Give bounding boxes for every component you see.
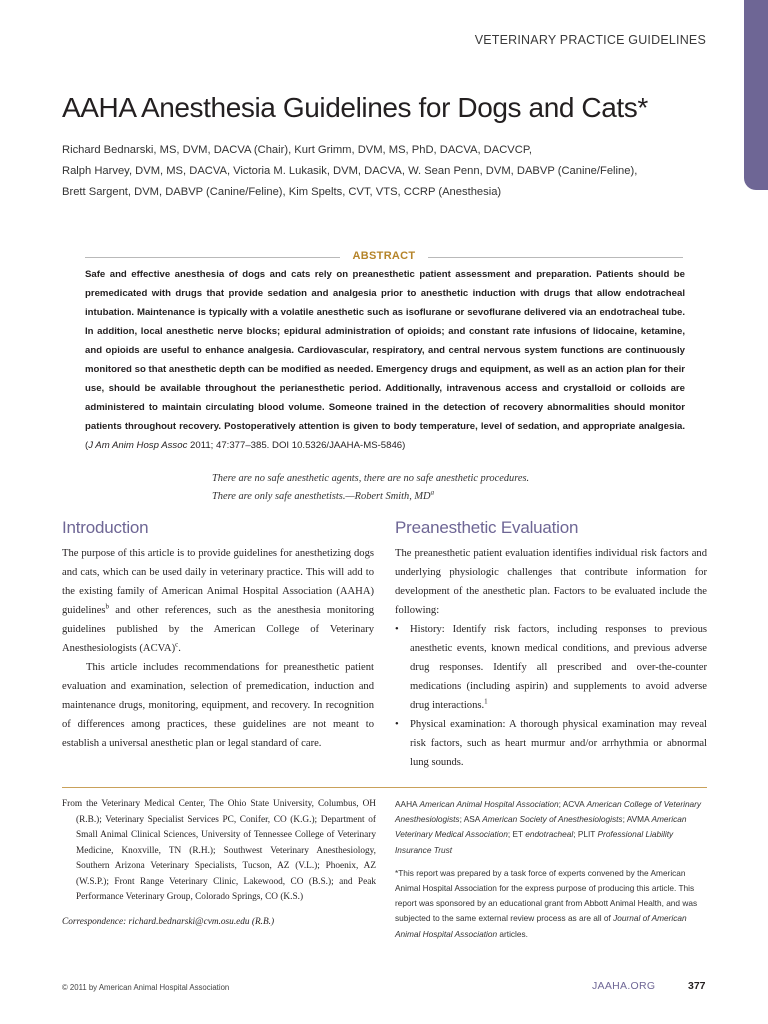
footnote-marker: a xyxy=(430,488,435,497)
affiliation-text: From the Veterinary Medical Center, The Ohio State University, Columbus, OH (R.B.); Veterinary Specialist Services PC, Conifer, CO (K.G.); Department of Small Animal Clinical Sciences, University of Tennessee College of Veterinary Medicine, Knoxville, TN (R.H.); Southwest Veterinary Anesthesiology, Southern Arizona Veterinary Specialists, Tucson, AZ (V.L.); Phoenix, AZ (W.S.P.); Front Range Veterinary Clinic, Lakewood, CO (B.S.); and Peak Performance Veterinary Group, Colorado Springs, CO (K.S.) xyxy=(62,799,376,902)
citation-open: ( xyxy=(85,440,89,451)
list-item xyxy=(395,715,707,772)
abbr-definition: American College of Veterinary Anesthesiologists xyxy=(395,799,702,825)
sponsorship-note xyxy=(395,866,707,942)
abbr-term: AVMA xyxy=(626,814,650,825)
footnote-divider xyxy=(62,787,707,788)
correspondence-text: Correspondence: richard.bednarski@cvm.osu.edu (R.B.) xyxy=(62,916,275,927)
note-text: articles. xyxy=(497,928,528,939)
abstract-rule-right xyxy=(428,257,683,258)
citation-journal: J Am Anim Hosp Assoc xyxy=(88,440,188,451)
introduction-heading: Introduction xyxy=(62,518,149,537)
author-list xyxy=(62,140,702,203)
bullet-icon: • xyxy=(395,624,399,635)
abstract-label: ABSTRACT xyxy=(352,250,416,262)
bullet-icon: • xyxy=(395,719,399,730)
paragraph-text: and other references, such as the anesthesia monitoring guidelines published by the American College of Veterinary Anesthesiologists (ACVA) xyxy=(62,605,374,654)
abbr-term: PLIT xyxy=(577,829,596,840)
preanesthetic-section xyxy=(395,518,707,772)
abbr-term: AAHA xyxy=(395,799,418,809)
abstract-body: Safe and effective anesthesia of dogs and cats rely on preanesthetic patient assessment and preparation. Patients should be premedicated with drugs that provide sedation and analgesia prior to anesthetic induction with drugs that allow endotracheal intubation. Maintenance is typically with a volatile anesthetic such as isoflurane or sevoflurane delivered via an endotracheal tube. In addition, local anesthetic nerve blocks; epidural administration of opioids; and constant rate infusions of lidocaine, ketamine, and opioids are useful to enhance analgesia. Cardiovascular, respiratory, and central nervous system functions are continuously monitored so that anesthetic depth can be modified as needed. Emergency drugs and equipment, as well as an action plan for their use, should be available throughout the perianesthetic period. Additionally, intravenous access and crystalloid or colloids are administered to maintain circulating blood volume. Someone trained in the detection of recovery abnormalities should monitor patients throughout recovery. Postoperatively attention is given to body temperature, level of sedation, and appropriate analgesia. xyxy=(85,269,685,432)
epigraph-line-1: There are no safe anesthetic agents, there are no safe anesthetic procedures. xyxy=(212,473,530,484)
abbr-definition: American Society of Anesthesiologists xyxy=(482,814,623,825)
abbr-definition: endotracheal xyxy=(525,829,574,840)
abbreviation-list: AAHA American Animal Hospital Association; ACVA American College of Veterinary Anesthesiologists; ASA American Society of Anesthesiologists; AVMA American Veterinary Medical Association; ET endotracheal; PLIT Professional Liability Insurance Trust xyxy=(395,799,702,855)
list-item xyxy=(395,620,707,715)
page-number: 377 xyxy=(688,980,706,992)
abbr-term: ASA xyxy=(463,814,480,825)
abbr-definition: Professional Liability Insurance Trust xyxy=(395,829,674,855)
abstract-text xyxy=(85,265,685,455)
epigraph-line-2-text: There are only safe anesthetists.—Robert Smith, MD xyxy=(212,491,431,502)
section-tab-accent xyxy=(744,0,768,190)
introduction-paragraph-2: This article includes recommendations for preanesthetic patient evaluation and examination, selection of premedication, induction and maintenance drugs, monitoring, equipment, and recovery. In recognition of differences among practices, these guidelines are not meant to establish a universal anesthetic plan or legal standard of care. xyxy=(62,662,374,749)
introduction-section xyxy=(62,518,374,753)
list-item-text: Physical examination: A thorough physical examination may reveal risk factors, such as heart murmur and/or arrhythmia or abnormal lung sounds. xyxy=(410,719,707,768)
introduction-paragraph-1 xyxy=(62,544,374,658)
preanesthetic-heading: Preanesthetic Evaluation xyxy=(395,518,579,537)
copyright-notice: © 2011 by American Animal Hospital Association xyxy=(62,983,230,992)
section-label: VETERINARY PRACTICE GUIDELINES xyxy=(474,33,706,47)
list-item-text: History: Identify risk factors, including responses to previous anesthetic events, known medical conditions, and previous adverse drug responses. Identify all prescribed and over-the-counter medications (including aspirin) and supplements to avoid adverse drug interactions. xyxy=(410,624,707,711)
author-line: Ralph Harvey, DVM, MS, DACVA, Victoria M. Lukasik, DVM, DACVA, W. Sean Penn, DVM, DABVP (Canine/Feline), xyxy=(62,165,638,177)
epigraph-line-2 xyxy=(212,488,632,506)
footnote-marker: 1 xyxy=(484,697,488,706)
paragraph-text: The purpose of this article is to provide guidelines for anesthetizing dogs and cats, which can be used daily in veterinary practice. This will add to the existing family of American Animal Hospital Association (AAHA) guidelines xyxy=(62,548,374,616)
footnote-marker: c xyxy=(175,640,179,649)
article-title: AAHA Anesthesia Guidelines for Dogs and Cats* xyxy=(62,92,648,123)
author-line: Brett Sargent, DVM, DABVP (Canine/Feline), Kim Spelts, CVT, VTS, CCRP (Anesthesia) xyxy=(62,186,502,198)
abbr-term: ACVA xyxy=(562,799,585,809)
risk-factor-list xyxy=(395,620,707,772)
journal-url: JAAHA.ORG xyxy=(592,980,656,992)
preanesthetic-intro: The preanesthetic patient evaluation identifies individual risk factors and underlying physiologic challenges that contribute information for development of the anesthetic plan. Factors to be evaluated include the following: xyxy=(395,548,707,616)
note-journal: Journal of American Animal Hospital Association xyxy=(395,913,687,939)
citation-details: 2011; 47:377–385. DOI 10.5326/JAAHA-MS-5846) xyxy=(187,440,406,451)
abbreviations-footnote xyxy=(395,797,707,942)
abbr-definition: American Veterinary Medical Association xyxy=(395,814,687,840)
note-text: *This report was prepared by a task force of experts convened by the American Animal Hospital Association for the express purpose of producing this article. This report was sponsored by an educational grant from Abbott Animal Health, and was subjected to the same external review process as are all of xyxy=(395,867,698,924)
affiliations-footnote xyxy=(62,797,376,930)
abbr-term: ET xyxy=(512,829,523,840)
abbr-definition: American Animal Hospital Association xyxy=(419,799,559,809)
paragraph-text: . xyxy=(178,643,181,654)
author-line: Richard Bednarski, MS, DVM, DACVA (Chair), Kurt Grimm, DVM, MS, PhD, DACVA, DACVCP, xyxy=(62,144,532,156)
epigraph-quote xyxy=(212,470,632,506)
abstract-heading xyxy=(85,250,683,264)
footnote-marker: b xyxy=(105,602,110,611)
